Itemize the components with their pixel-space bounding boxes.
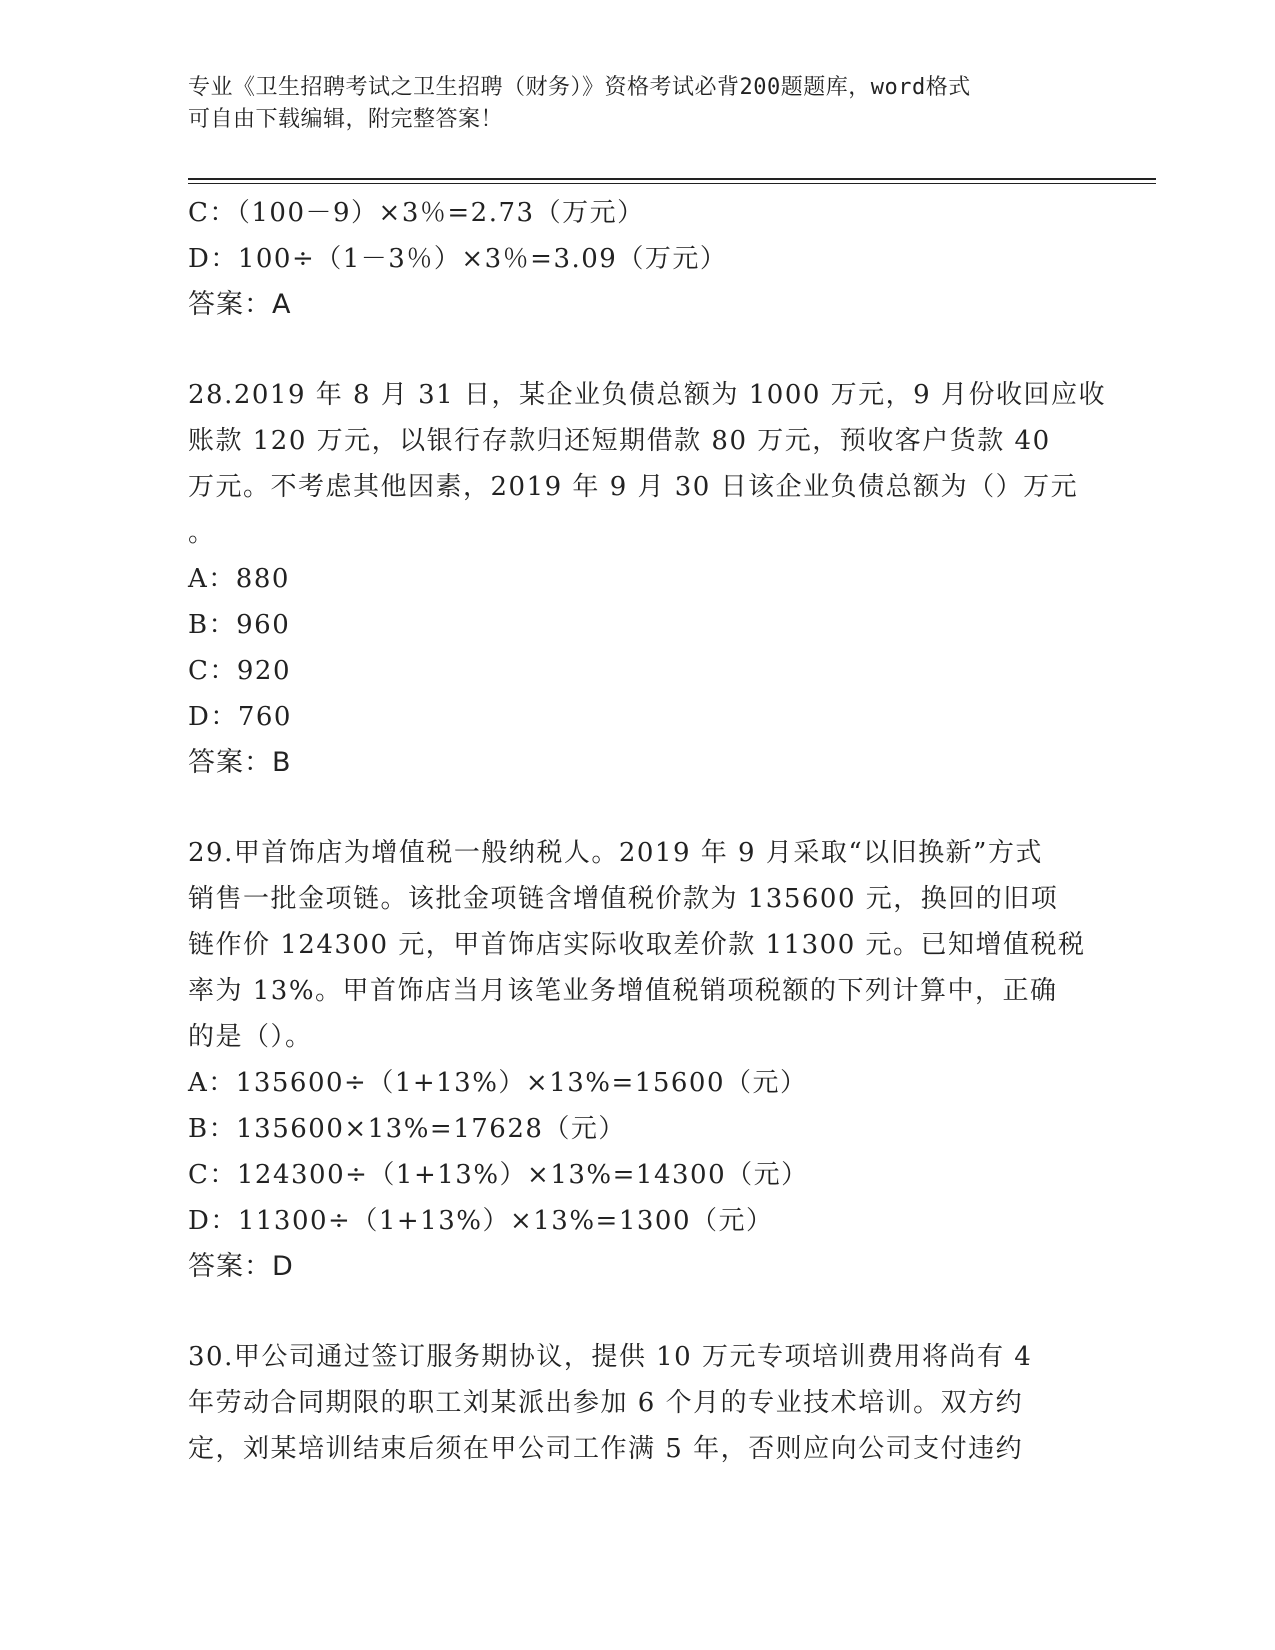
header-title-line-1: 专业《卫生招聘考试之卫生招聘（财务）》资格考试必背200题题库，word格式 [188, 75, 971, 100]
option-c: C：124300÷（1+13%）×13%=14300（元） [188, 1160, 809, 1190]
question-text-line: 链作价 124300 元，甲首饰店实际收取差价款 11300 元。已知增值税税 [188, 930, 1086, 960]
document-header [188, 72, 1088, 136]
option-a: A：135600÷（1+13%）×13%=15600（元） [188, 1068, 808, 1098]
question-27-tail [188, 190, 1088, 328]
header-title-line-2: 可自由下载编辑，附完整答案！ [188, 107, 504, 132]
question-text-line: 29.甲首饰店为增值税一般纳税人。2019 年 9 月采取“以旧换新”方式 [188, 838, 1043, 868]
question-text-line: 的是（）。 [188, 1022, 313, 1052]
question-text-line: 万元。不考虑其他因素，2019 年 9 月 30 日该企业负债总额为（）万元 [188, 472, 1079, 502]
option-c: C：（100－9）×3％=2.73（万元） [188, 198, 645, 228]
option-b: B：135600×13%=17628（元） [188, 1114, 626, 1144]
answer-line: 答案：B [188, 747, 292, 778]
question-text-line: 。 [188, 518, 216, 548]
option-d: D：11300÷（1+13%）×13%=1300（元） [188, 1206, 774, 1236]
question-29 [188, 830, 1088, 1290]
question-text-line: 账款 120 万元，以银行存款归还短期借款 80 万元，预收客户货款 40 [188, 426, 1051, 456]
question-text-line: 销售一批金项链。该批金项链含增值税价款为 135600 元，换回的旧项 [188, 884, 1059, 914]
question-text-line: 定，刘某培训结束后须在甲公司工作满 5 年，否则应向公司支付违约 [188, 1434, 1024, 1464]
question-text-line: 年劳动合同期限的职工刘某派出参加 6 个月的专业技术培训。双方约 [188, 1388, 1024, 1418]
document-body [188, 190, 1106, 1472]
option-c: C：920 [188, 656, 292, 686]
header-divider-thick [188, 178, 1156, 180]
option-b: B：960 [188, 610, 291, 640]
question-30 [188, 1334, 1088, 1472]
option-d: D：760 [188, 702, 292, 732]
answer-line: 答案：D [188, 1251, 294, 1282]
question-text-line: 28.2019 年 8 月 31 日，某企业负债总额为 1000 万元，9 月份收回应收 [188, 380, 1106, 410]
option-d: D：100÷（1－3％）×3％=3.09（万元） [188, 244, 728, 274]
option-a: A：880 [188, 564, 290, 594]
answer-line: 答案：A [188, 289, 292, 320]
question-28 [188, 372, 1106, 786]
question-text-line: 率为 13%。甲首饰店当月该笔业务增值税销项税额的下列计算中，正确 [188, 976, 1058, 1006]
header-divider-thin [188, 183, 1156, 184]
question-text-line: 30.甲公司通过签订服务期协议，提供 10 万元专项培训费用将尚有 4 [188, 1342, 1033, 1372]
